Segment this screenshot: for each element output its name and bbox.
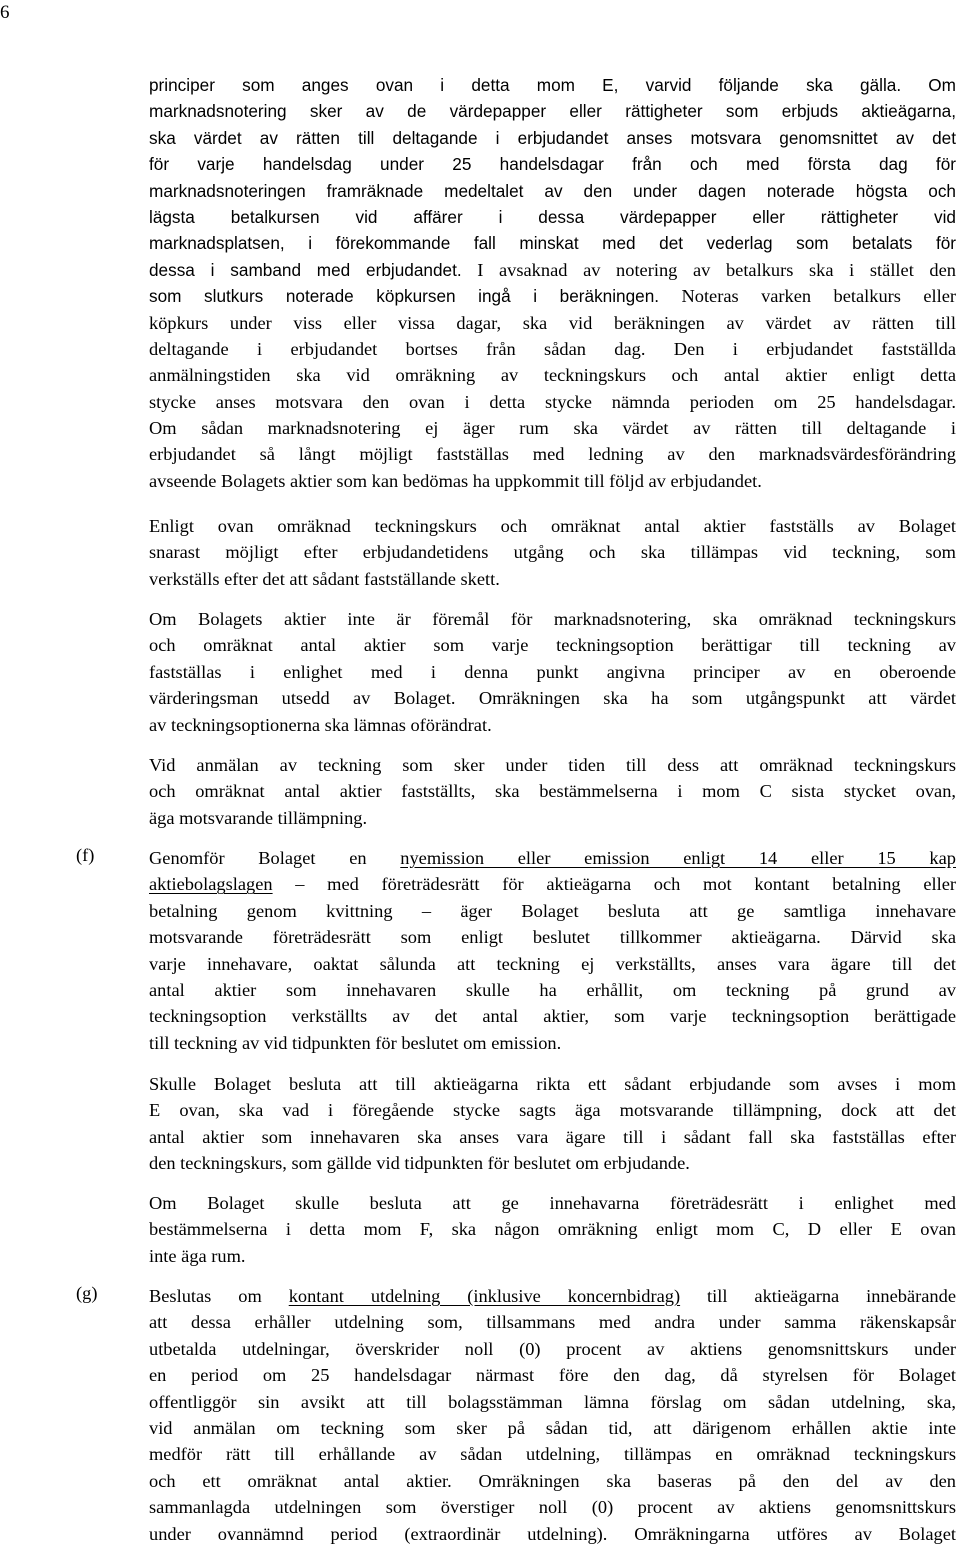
- text-line: avseende Bolagets aktier som kan bedömas ha uppkommit till följd av erbjudandet.: [149, 470, 762, 491]
- text-line: och omräknat antal aktier som varje teckningsoption berättigar till teckning av: [149, 635, 956, 656]
- section-g-paragraph-1: [149, 1283, 956, 1547]
- text-line: sammanlagda utdelningen som överstiger noll (0) procent av aktiens genomsnittskurs: [149, 1497, 956, 1518]
- text-line: och ett omräknat antal aktier. Omräkningen ska baseras på den del av den: [149, 1470, 956, 1491]
- text-line: Om Bolaget skulle besluta att ge innehavarna företrädesrätt i enlighet med: [149, 1193, 956, 1213]
- text-line: utbetalda utdelningar, överskrider noll (0) procent av aktiens genomsnittskurs under: [149, 1338, 956, 1359]
- text-line: snarast möjligt efter erbjudandetidens utgång och ska tillämpas vid teckning, som: [149, 542, 956, 563]
- text-line: bestämmelserna i detta mom F, ska någon omräkning enligt mom C, D eller E ovan: [149, 1219, 956, 1240]
- text-line: antal aktier som innehavaren ska anses vara ägare till i sådant fall ska fastställas efter: [149, 1126, 956, 1147]
- text-line-mixed: [149, 845, 956, 871]
- text-line: av teckningsoptionerna ska lämnas oförändrat.: [149, 714, 492, 735]
- text-segment: som slutkurs noterade köpkursen ingå i beräkningen.: [149, 286, 660, 307]
- text-line-mixed: [149, 871, 956, 897]
- text-segment: till aktieägarna innebärande: [680, 1286, 956, 1306]
- text-line: Skulle Bolaget besluta att till aktieägarna rikta ett sådant erbjudande som avses i mom: [149, 1074, 956, 1094]
- text-segment: dessa i samband med erbjudandet.: [149, 259, 462, 280]
- text-line-mixed: [149, 283, 956, 309]
- text-line: under ovannämnd period (extraordinär utdelning). Omräkningarna utföres av Bolaget: [149, 1523, 956, 1544]
- text-line: köpkurs under viss eller vissa dagar, ska vid beräkningen av värdet av rätten till: [149, 312, 956, 333]
- text-line: teckningsoption verkställts av det antal aktier, som varje teckningsoption berättigade: [149, 1006, 956, 1027]
- paragraph-subscription-notice: [149, 752, 956, 831]
- text-segment: – med företrädesrätt för aktieägarna och mot kontant betalning eller: [272, 874, 956, 895]
- section-f-paragraph-2: [149, 1071, 956, 1177]
- text-line: inte äga rum.: [149, 1245, 246, 1266]
- text-line: en period om 25 handelsdagar närmast före den dag, då styrelsen för Bolaget: [149, 1365, 956, 1386]
- text-line: fastställas i enlighet med i denna punkt angivna principer av en oberoende: [149, 661, 956, 682]
- section-f-paragraph-3: [149, 1190, 956, 1269]
- text-line: betalning genom kvittning – äger Bolaget besluta att ge samtliga innehavare: [149, 900, 956, 921]
- text-line: den teckningskurs, som gällde vid tidpunkten för beslutet om erbjudande.: [149, 1153, 690, 1174]
- text-line: deltagande i erbjudandet bortses från sådan dag. Den i erbjudandet fastställda: [149, 338, 956, 359]
- text-segment: Beslutas om: [149, 1286, 289, 1306]
- underlined-reference: aktiebolagslagen: [149, 874, 273, 895]
- section-f-paragraph-1: [149, 845, 956, 1056]
- text-segment: Noteras varken betalkurs eller: [659, 286, 957, 307]
- text-line: lägsta betalkursen vid affärer i dessa värdepapper eller rättigheter vid: [149, 206, 956, 227]
- text-line: Om sådan marknadsnotering ej äger rum ska värdet av rätten till deltagande i: [149, 418, 956, 439]
- text-line: att dessa erhåller utdelning som, tillsammans med andra under samma räkenskapsår: [149, 1312, 956, 1333]
- paragraph-unlisted-shares: [149, 606, 956, 738]
- text-line: marknadsnoteringen framräknade medeltalet av den under dagen noterade högsta och: [149, 180, 956, 201]
- text-line: medför rätt till erhållande av sådan utdelning, tillämpas en omräknad teckningskurs: [149, 1444, 956, 1465]
- text-line: till teckning av vid tidpunkten för beslutet om emission.: [149, 1032, 562, 1053]
- text-line: för varje handelsdag under 25 handelsdagar från och med första dag för: [149, 154, 956, 175]
- text-line: antal aktier som innehavaren skulle ha erhållit, om teckning på grund av: [149, 979, 956, 1000]
- text-line: E ovan, ska vad i föregående stycke sagts äga motsvarande tillämpning, dock att det: [149, 1100, 956, 1121]
- text-line: och omräknat antal aktier fastställts, ska bestämmelserna i mom C sista stycket ovan,: [149, 781, 956, 802]
- text-line-mixed: [149, 1283, 956, 1309]
- text-line: Enligt ovan omräknad teckningskurs och omräknat antal aktier fastställs av Bolaget: [149, 516, 956, 536]
- text-line: marknadsplatsen, i förekommande fall minskat med det vederlag som betalats för: [149, 233, 956, 254]
- underlined-reference: nyemission eller emission enligt 14 eller 15 kap: [400, 848, 956, 868]
- text-line: principer som anges ovan i detta mom E, varvid följande ska gälla. Om: [149, 75, 956, 95]
- text-line: vid anmälan om teckning som sker på sådan tid, att därigenom erhållen aktie inte: [149, 1417, 956, 1438]
- text-line: offentliggör sin avsikt att till bolagsstämman lämna förslag om sådan utdelning, ska,: [149, 1391, 956, 1412]
- section-marker-f: (f): [76, 845, 95, 865]
- text-segment: Genomför Bolaget en: [149, 848, 401, 868]
- page-number: 6: [0, 2, 10, 23]
- text-line: Vid anmälan av teckning som sker under tiden till dess att omräknad teckningskurs: [149, 755, 956, 775]
- paragraph-valuation-principles: [149, 72, 956, 494]
- section-marker-g: (g): [76, 1283, 98, 1303]
- text-line: värderingsman utsedd av Bolaget. Omräkningen ska ha som utgångspunkt att värdet: [149, 688, 956, 709]
- text-line: ska värdet av rätten till deltagande i erbjudandet anses motsvara genomsnittet av det: [149, 127, 956, 148]
- text-line: varje innehavare, oaktat sålunda att teckning ej verkställts, anses vara ägare till det: [149, 953, 956, 974]
- text-segment: I avsaknad av notering av betalkurs ska i stället den: [461, 259, 956, 280]
- text-line: stycke anses motsvara den ovan i detta stycke nämnda perioden om 25 handelsdagar.: [149, 391, 956, 412]
- paragraph-recalculated-price: [149, 513, 956, 592]
- text-line: marknadsnotering sker av de värdepapper eller rättigheter som erbjuds aktieägarna,: [149, 101, 956, 122]
- text-line: Om Bolagets aktier inte är föremål för marknadsnotering, ska omräknad teckningskurs: [149, 609, 956, 629]
- text-line: erbjudandet så långt möjligt fastställas med ledning av den marknadsvärdesförändring: [149, 444, 956, 465]
- text-line-mixed: [149, 257, 956, 283]
- text-line: verkställs efter det att sådant fastställande skett.: [149, 568, 500, 589]
- underlined-reference: kontant utdelning (inklusive koncernbidrag): [288, 1286, 681, 1306]
- text-line: motsvarande företrädesrätt som enligt beslutet tillkommer aktieägarna. Därvid ska: [149, 927, 956, 948]
- text-line: äga motsvarande tillämpning.: [149, 807, 368, 828]
- text-line: anmälningstiden ska vid omräkning av teckningskurs och antal aktier enligt detta: [149, 365, 956, 386]
